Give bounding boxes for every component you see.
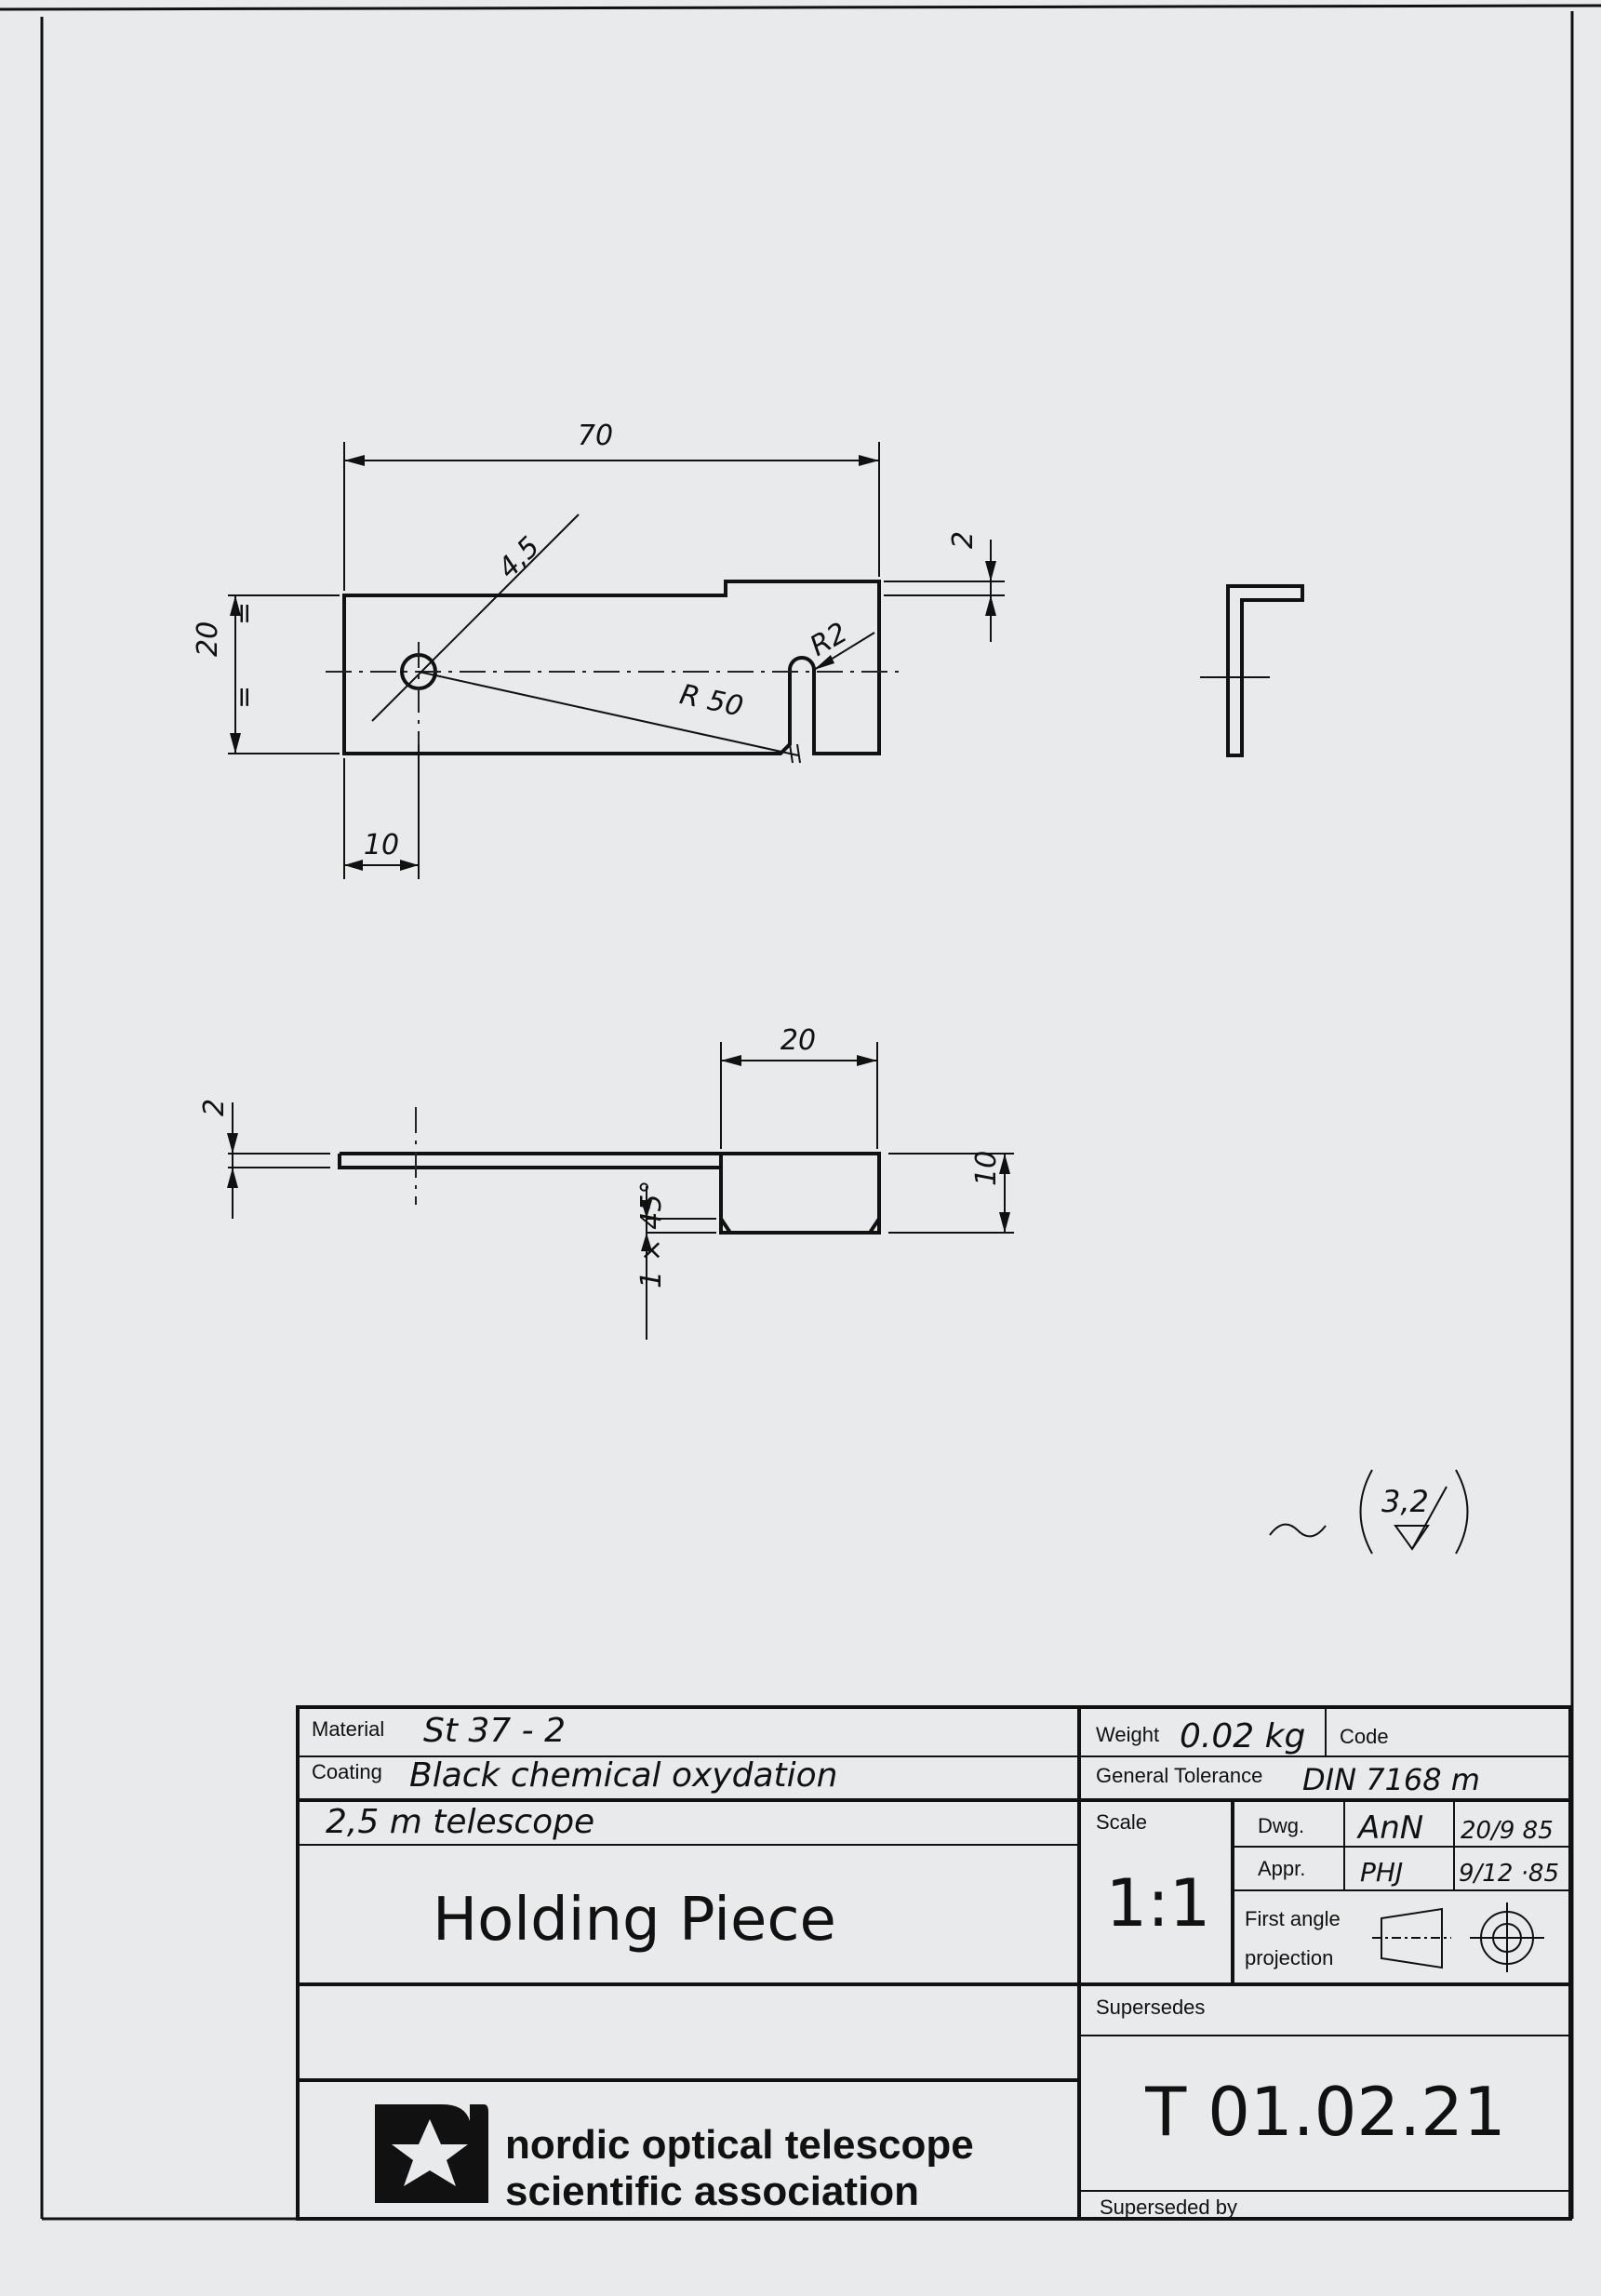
scale-value: 1:1 xyxy=(1105,1865,1211,1942)
dim-R50: R 50 xyxy=(676,678,746,724)
tolerance-label: General Tolerance xyxy=(1096,1764,1263,1787)
side-view-outline xyxy=(1228,586,1302,755)
coating-label: Coating xyxy=(312,1760,382,1783)
dim-20-height: 20 xyxy=(192,621,224,657)
dim-10-tab: 10 xyxy=(970,1150,1003,1186)
equal-mark-top: = xyxy=(228,601,260,625)
dim-70: 70 xyxy=(577,420,614,452)
equal-mark-bottom: = xyxy=(228,685,260,709)
appr-date: 9/12 ·85 xyxy=(1459,1860,1559,1888)
drawing-number: T 01.02.21 xyxy=(1145,2073,1506,2151)
dwg-by: AnN xyxy=(1358,1809,1424,1847)
code-label: Code xyxy=(1340,1725,1389,1748)
scale-label: Scale xyxy=(1096,1810,1148,1834)
supersedes-label: Supersedes xyxy=(1096,1996,1206,2019)
weight-value: 0.02 kg xyxy=(1180,1717,1306,1755)
surface-finish-symbol xyxy=(1270,1470,1468,1554)
dim-R2: R2 xyxy=(804,616,853,663)
front-view xyxy=(228,442,1005,879)
dwg-date: 20/9 85 xyxy=(1461,1817,1554,1845)
projection-label-2: projection xyxy=(1245,1946,1334,1969)
superseded-by-label: Superseded by xyxy=(1100,2196,1237,2219)
side-view xyxy=(1200,586,1302,755)
top-view-outline xyxy=(340,1154,879,1233)
org-name-line-2: scientific association xyxy=(505,2169,920,2214)
coating-value: Black chemical oxydation xyxy=(409,1756,838,1795)
appr-by: PHJ xyxy=(1360,1857,1404,1888)
not-logo xyxy=(375,2104,488,2203)
dim-chamfer: 1 × 45° xyxy=(635,1180,668,1288)
material-value: St 37 - 2 xyxy=(423,1712,566,1750)
dim-2-notch: 2 xyxy=(947,530,980,549)
drawing-title: Holding Piece xyxy=(433,1886,836,1955)
top-view xyxy=(227,1042,1014,1340)
first-angle-projection-icon xyxy=(1372,1902,1544,1972)
surface-finish-value: 3,2 xyxy=(1381,1484,1429,1519)
projection-label-1: First angle xyxy=(1245,1907,1341,1930)
dim-20-width: 20 xyxy=(780,1024,817,1057)
material-label: Material xyxy=(312,1717,385,1741)
dim-10-offset: 10 xyxy=(363,829,400,861)
project-name: 2,5 m telescope xyxy=(326,1803,595,1841)
org-name-line-1: nordic optical telescope xyxy=(505,2122,974,2168)
dim-hole-diameter: 4,5 xyxy=(491,530,547,585)
appr-label: Appr. xyxy=(1258,1857,1306,1880)
dim-2-thickness: 2 xyxy=(198,1098,231,1116)
tolerance-value: DIN 7168 m xyxy=(1302,1762,1480,1797)
weight-label: Weight xyxy=(1096,1723,1160,1746)
dwg-label: Dwg. xyxy=(1258,1814,1305,1837)
